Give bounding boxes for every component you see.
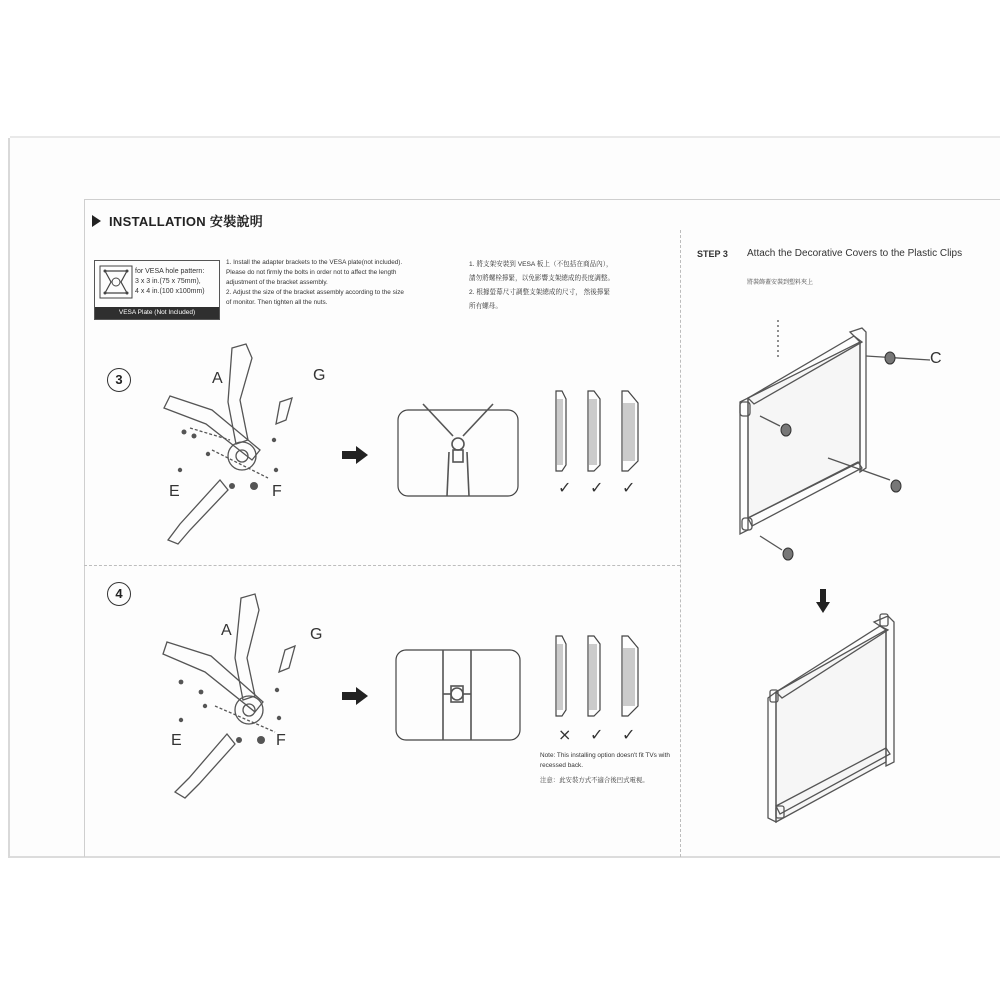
instruction-zh-line: 請勿將螺栓擰緊，以免影響支架總成的長度調整。 [469, 275, 615, 282]
assembled-frame-diagram [762, 612, 904, 824]
tv-side-profiles-step4 [548, 630, 648, 745]
profile-mark-2: ✓ [590, 725, 604, 744]
section-divider-horizontal [84, 565, 680, 566]
profile-mark-3: ✓ [622, 725, 636, 744]
bracket-assembly-diagram-step4 [155, 592, 325, 807]
vesa-info-box [94, 260, 220, 320]
arrow-right-icon [340, 445, 370, 465]
bracket-assembly-diagram-step3 [150, 340, 320, 555]
label-a: A [212, 370, 223, 387]
label-g: G [313, 367, 326, 384]
arrow-down-icon [815, 588, 831, 614]
tv-back-h-bracket-diagram [395, 648, 521, 743]
label-c: C [930, 350, 942, 367]
tv-side-profiles-step3 [548, 385, 648, 500]
step3-title: Attach the Decorative Covers to the Plastic Clips [747, 248, 963, 259]
installation-heading [92, 211, 263, 230]
vesa-plate-icon [99, 265, 133, 305]
label-f: F [272, 483, 282, 500]
vesa-footer-label: VESA Plate (Not Included) [95, 307, 219, 319]
instruction-en-line: Please do not firmly the bolts in order not to affect the length [226, 269, 397, 276]
vesa-line-2: 3 x 3 in.(75 x 75mm), [135, 278, 201, 285]
label-a: A [221, 622, 232, 639]
vesa-pattern-text [135, 267, 205, 297]
step3-title-chinese: 將裝飾蓋安裝到塑料夾上 [747, 280, 814, 286]
instructions-english [226, 258, 462, 308]
instructions-chinese [469, 258, 674, 314]
profile-mark-1: × [558, 725, 572, 744]
page-edge-left [8, 138, 10, 858]
tv-back-x-bracket-diagram [397, 400, 519, 498]
section-divider-vertical [680, 230, 681, 857]
instruction-en-line: of monitor. Then tighten all the nuts. [226, 299, 328, 306]
frame-line-left [84, 199, 85, 857]
profile-mark-3: ✓ [622, 478, 636, 497]
play-triangle-icon [92, 215, 101, 227]
step-4-badge: 4 [107, 582, 131, 606]
instruction-zh-line: 1. 將支架安裝到 VESA 板上（不包括在商品內）， [469, 261, 613, 268]
step-3-badge: 3 [107, 368, 131, 392]
installation-title: INSTALLATION 安裝說明 [109, 214, 264, 229]
label-g: G [310, 626, 323, 643]
label-e: E [171, 732, 182, 749]
page-edge-top [10, 136, 1000, 138]
instruction-en-line: 2. Adjust the size of the bracket assembly according to the size [226, 289, 404, 296]
instruction-zh-line: 所有螺母。 [469, 303, 502, 310]
note-english: Note: This installing option doesn't fit TVs with recessed back. [540, 752, 670, 769]
instruction-en-line: 1. Install the adapter brackets to the VESA plate(not included). [226, 259, 403, 266]
profile-mark-1: ✓ [558, 478, 572, 497]
page-edge-bottom [10, 856, 1000, 858]
instruction-zh-line: 2. 根據螢幕尺寸調整支架總成的尺寸， 然後擰緊 [469, 289, 611, 296]
step3-label: STEP 3 [697, 249, 728, 259]
arrow-right-icon [340, 686, 370, 706]
label-f: F [276, 732, 286, 749]
note-chinese: 注意：此安裝方式不適合後凹式電視。 [540, 777, 649, 784]
frame-with-covers-diagram [730, 320, 950, 570]
label-e: E [169, 483, 180, 500]
instruction-en-line: adjustment of the bracket assembly. [226, 279, 328, 286]
frame-line-top [84, 199, 1000, 200]
vesa-line-3: 4 x 4 in.(100 x100mm) [135, 288, 205, 295]
vesa-line-1: for VESA hole pattern: [135, 268, 205, 275]
profile-mark-2: ✓ [590, 478, 604, 497]
